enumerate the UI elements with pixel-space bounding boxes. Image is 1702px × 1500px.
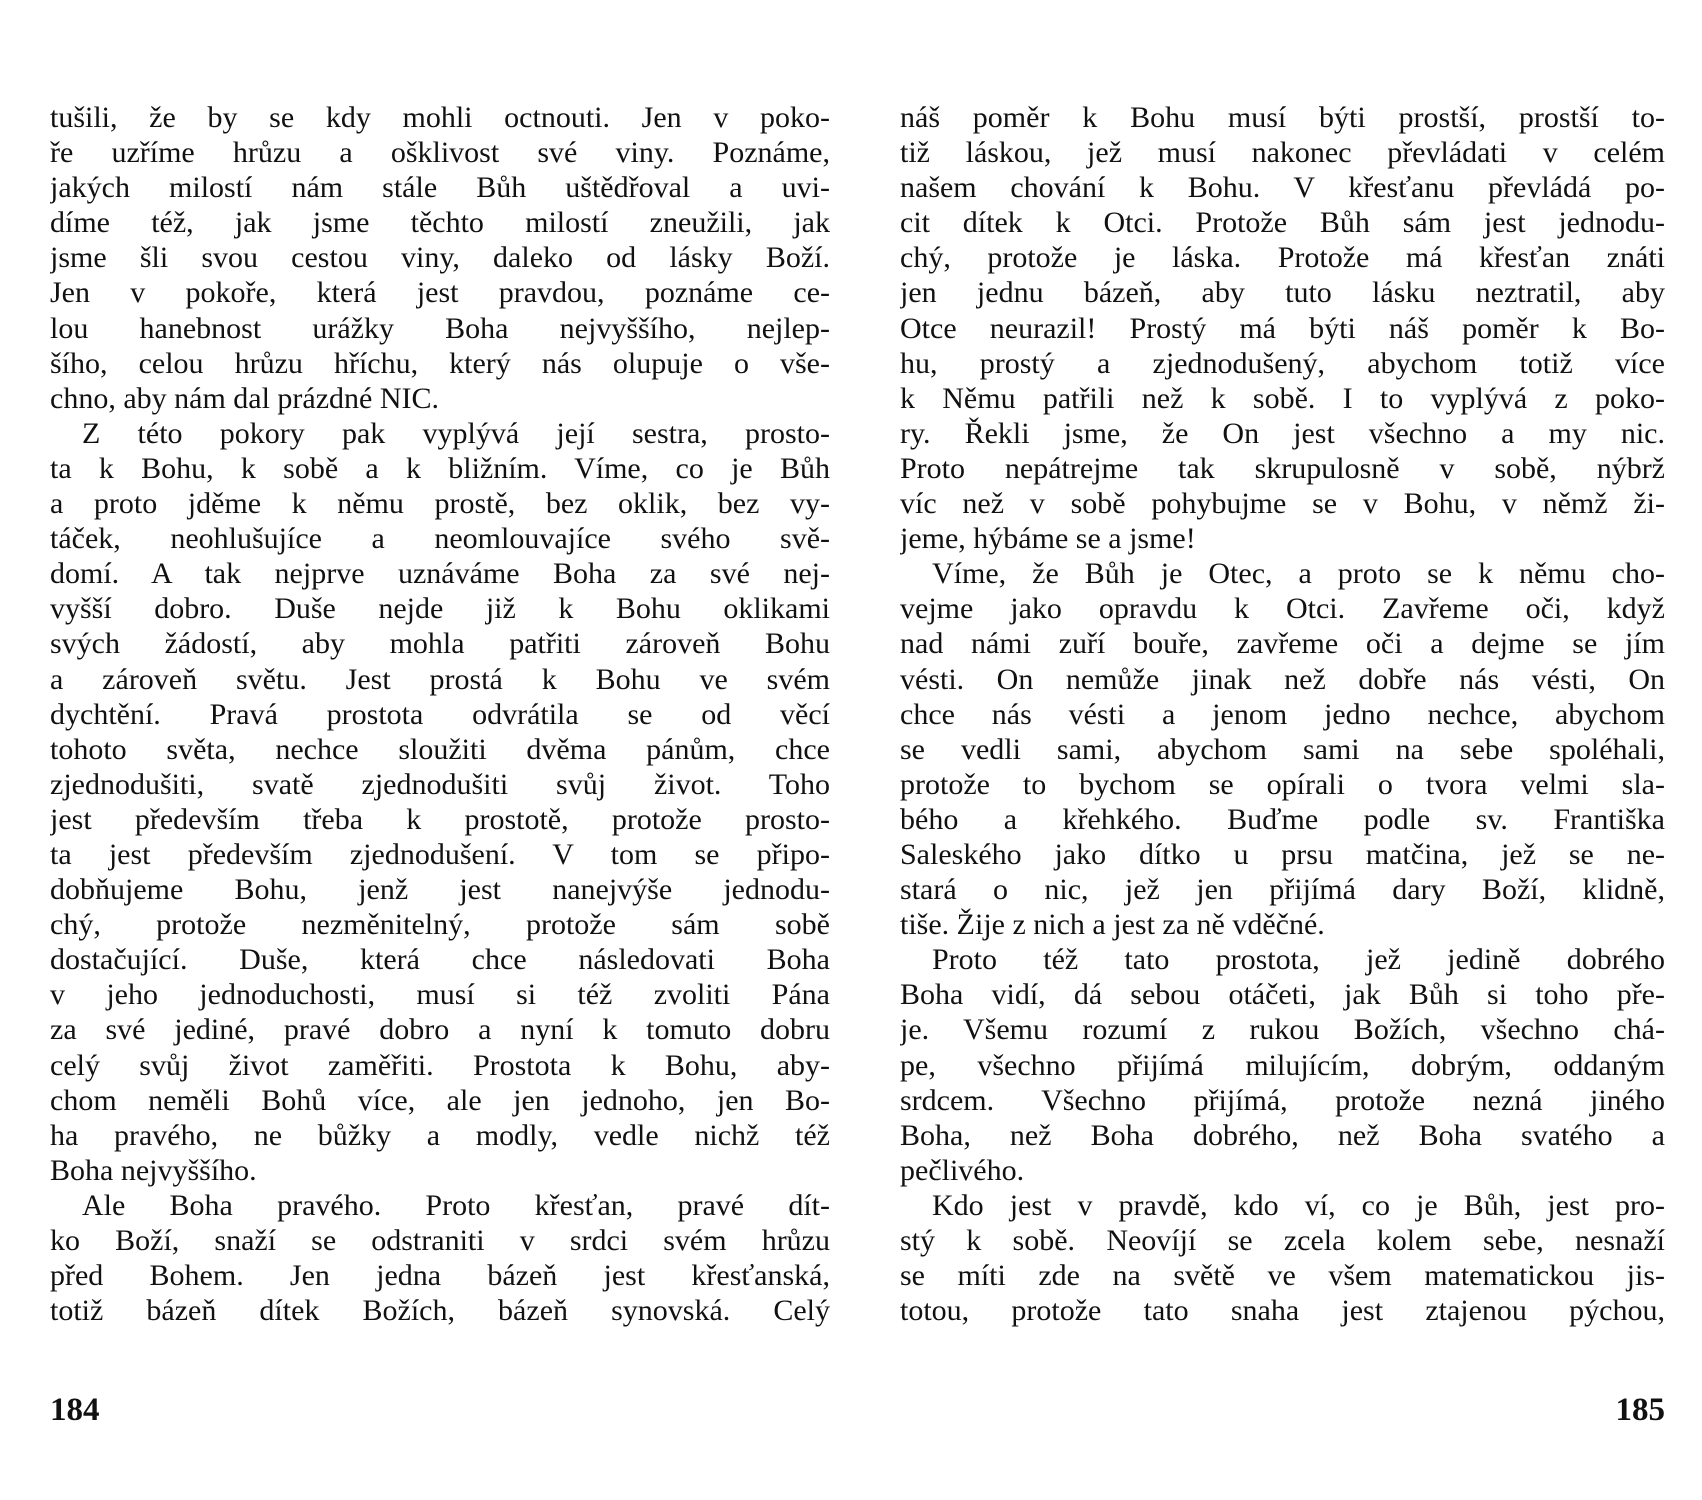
text-line: dobňujeme Bohu, jenž jest nanejvýše jednodu- (50, 873, 830, 907)
left-page-number: 184 (50, 1392, 100, 1428)
text-line: v jeho jednoduchosti, musí si též zvoliti Pána (50, 978, 830, 1012)
text-line: jen jednu bázeň, aby tuto lásku neztratil, aby (900, 276, 1665, 310)
text-line: Kdo jest v pravdě, kdo ví, co je Bůh, jest pro- (932, 1188, 1665, 1222)
text-line: stará o nic, jež jen přijímá dary Boží, klidně, (900, 873, 1665, 907)
text-line: cit dítek k Otci. Protože Bůh sám jest jednodu- (900, 206, 1665, 240)
text-line: táček, neohlušujíce a neomlouvajíce svého svě- (50, 522, 830, 556)
text-line: Z této pokory pak vyplývá její sestra, prosto- (82, 416, 830, 450)
text-line: ha pravého, ne bůžky a modly, vedle nichž též (50, 1118, 830, 1152)
text-line: chce nás vésti a jenom jedno nechce, abychom (900, 697, 1665, 731)
text-line: zjednodušiti, svatě zjednodušiti svůj život. Toho (50, 767, 830, 801)
text-line: jeme, hýbáme se a jsme! (900, 522, 1196, 556)
text-line: lou hanebnost urážky Boha nejvyššího, nejlep- (50, 311, 830, 345)
left-page-text (50, 100, 830, 1328)
text-line: domí. A tak nejprve uznáváme Boha za své nej- (50, 557, 830, 591)
text-line: k Němu patřili než k sobě. I to vyplývá z poko- (900, 381, 1665, 415)
text-line: protože to bychom se opírali o tvora velmi sla- (900, 767, 1665, 801)
text-line: Otce neurazil! Prostý má býti náš poměr k Bo- (900, 311, 1665, 345)
text-line: jsme šli svou cestou viny, daleko od lásky Boží. (50, 241, 830, 275)
text-line: Víme, že Bůh je Otec, a proto se k němu cho- (932, 557, 1665, 591)
text-line: chno, aby nám dal prázdné NIC. (50, 381, 440, 415)
text-line: vejme jako opravdu k Otci. Zavřeme oči, když (900, 592, 1665, 626)
right-page (900, 100, 1665, 1440)
text-line: Boha nejvyššího. (50, 1153, 257, 1187)
text-line: jest především třeba k prostotě, protože prosto- (50, 802, 830, 836)
text-line: pe, všechno přijímá milujícím, dobrým, oddaným (900, 1048, 1665, 1082)
text-line: svých žádostí, aby mohla patřiti zároveň Bohu (50, 627, 830, 661)
text-line: Proto nepátrejme tak skrupulosně v sobě, nýbrž (900, 451, 1665, 485)
text-line: chý, protože nezměnitelný, protože sám sobě (50, 908, 830, 942)
text-line: ta jest především zjednodušení. V tom se připo- (50, 837, 830, 871)
text-line: pečlivého. (900, 1153, 1025, 1187)
text-line: je. Všemu rozumí z rukou Božích, všechno chá- (900, 1013, 1665, 1047)
text-line: chý, protože je láska. Protože má křesťan znáti (900, 241, 1665, 275)
text-line: náš poměr k Bohu musí býti prostší, prostší to- (900, 101, 1665, 134)
text-line: hu, prostý a zjednodušený, abychom totiž více (900, 346, 1665, 380)
text-line: se vedli sami, abychom sami na sebe spoléhali, (900, 732, 1665, 766)
text-line: Boha vidí, dá sebou otáčeti, jak Bůh si toho pře- (900, 978, 1665, 1012)
text-line: Ale Boha pravého. Proto křesťan, pravé dít- (82, 1188, 830, 1222)
text-line: tiž láskou, jež musí nakonec převládati v celém (900, 136, 1665, 170)
text-line: dostačující. Duše, která chce následovati Boha (50, 943, 830, 977)
text-line: nad námi zuří bouře, zavřeme oči a dejme se jím (900, 627, 1665, 661)
text-line: vyšší dobro. Duše nejde již k Bohu oklikami (50, 592, 830, 626)
text-line: srdcem. Všechno přijímá, protože nezná jiného (900, 1083, 1665, 1117)
text-line: bého a křehkého. Buďme podle sv. Františka (900, 802, 1665, 836)
text-line: ko Boží, snaží se odstraniti v srdci svém hrůzu (50, 1224, 830, 1257)
text-line: ře uzříme hrůzu a ošklivost své viny. Poznáme, (50, 136, 830, 170)
right-page-number: 185 (1615, 1392, 1665, 1428)
text-line: tušili, že by se kdy mohli octnouti. Jen v poko- (50, 101, 830, 134)
text-line: Saleského jako dítko u prsu matčina, jež se ne- (900, 837, 1665, 871)
text-line: Jen v pokoře, která jest pravdou, poznáme ce- (50, 276, 830, 310)
text-line: Boha, než Boha dobrého, než Boha svatého a (900, 1118, 1665, 1152)
text-line: dychtění. Pravá prostota odvrátila se od věcí (50, 697, 830, 731)
text-line: ry. Řekli jsme, že On jest všechno a my nic. (900, 416, 1665, 450)
text-line: a proto jděme k němu prostě, bez oklik, bez vy- (50, 487, 830, 521)
text-line: tohoto světa, nechce sloužiti dvěma pánům, chce (50, 732, 830, 766)
text-line: celý svůj život zaměřiti. Prostota k Bohu, aby- (50, 1048, 830, 1082)
text-line: a zároveň světu. Jest prostá k Bohu ve svém (50, 662, 830, 696)
text-line: stý k sobě. Neovíjí se zcela kolem sebe, nesnaží (900, 1224, 1665, 1257)
text-line: tiše. Žije z nich a jest za ně vděčné. (900, 908, 1325, 942)
text-line: chom neměli Bohů více, ale jen jednoho, jen Bo- (50, 1083, 830, 1117)
text-line: díme též, jak jsme těchto milostí zneužili, jak (50, 206, 830, 240)
text-line: šího, celou hrůzu hříchu, který nás olupuje o vše- (50, 346, 830, 380)
text-line: totou, protože tato snaha jest ztajenou pýchou, (900, 1294, 1665, 1328)
text-line: jakých milostí nám stále Bůh uštědřoval a uvi- (50, 171, 830, 205)
text-line: totiž bázeň dítek Božích, bázeň synovská. Celý (50, 1294, 830, 1328)
text-line: víc než v sobě pohybujme se v Bohu, v němž ži- (900, 487, 1665, 521)
text-line: vésti. On nemůže jinak než dobře nás vésti, On (900, 662, 1665, 696)
right-page-text (900, 100, 1665, 1328)
text-line: Proto též tato prostota, jež jedině dobrého (932, 943, 1665, 977)
text-line: se míti zde na světě ve všem matematickou jis- (900, 1259, 1665, 1293)
text-line: našem chování k Bohu. V křesťanu převládá po- (900, 171, 1665, 205)
text-line: před Bohem. Jen jedna bázeň jest křesťanská, (50, 1259, 830, 1293)
text-line: ta k Bohu, k sobě a k bližním. Víme, co je Bůh (50, 451, 830, 485)
left-page (50, 100, 830, 1440)
text-line: za své jediné, pravé dobro a nyní k tomuto dobru (50, 1013, 830, 1047)
